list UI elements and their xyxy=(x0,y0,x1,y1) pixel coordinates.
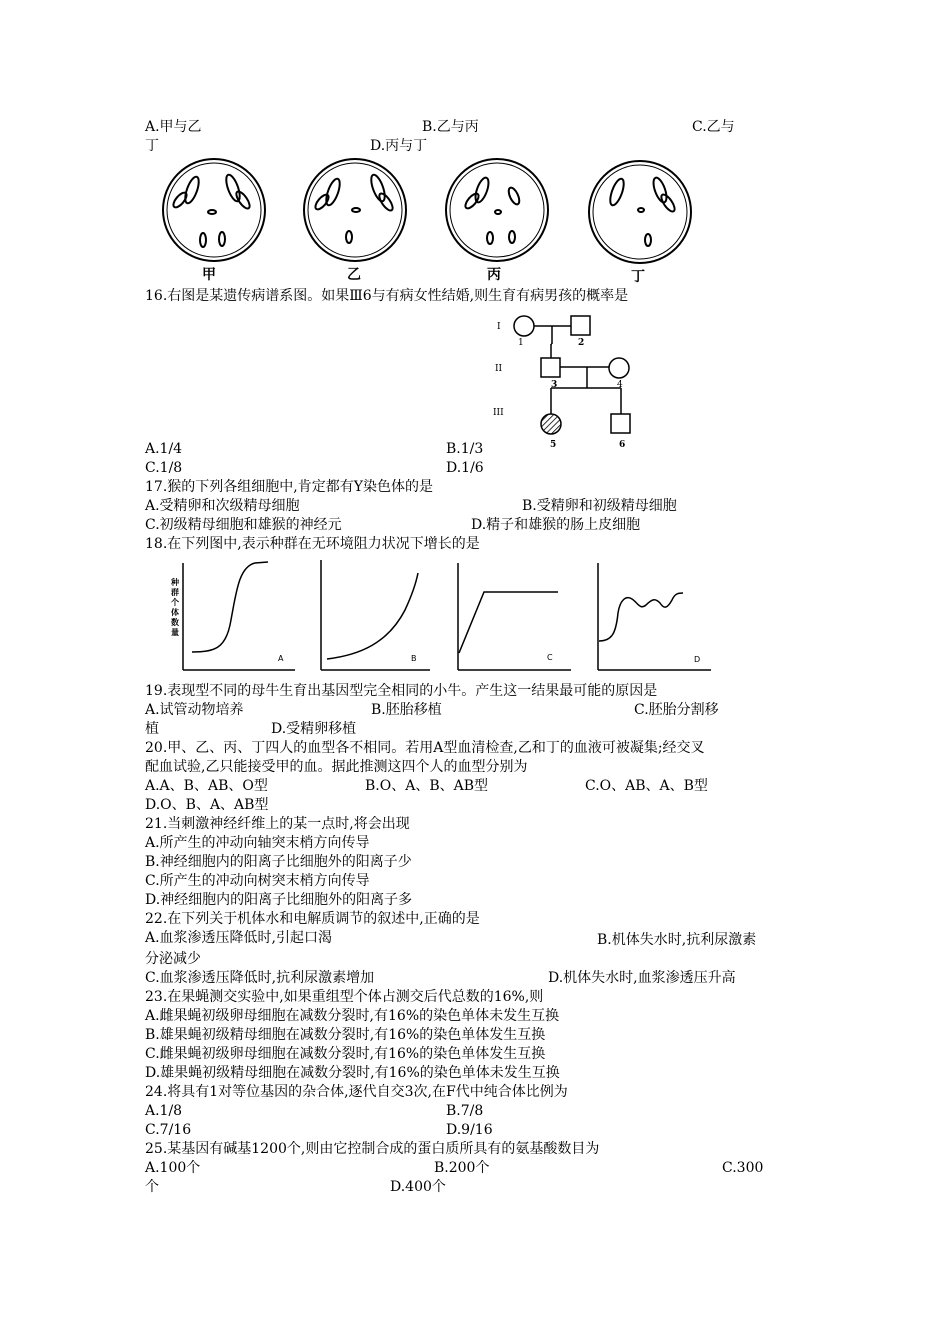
q17-option-a: A.受精卵和次级精母细胞 xyxy=(145,498,300,514)
graph-c xyxy=(458,563,571,670)
cell-ding xyxy=(589,161,691,263)
q18-stem: 18.在下列图中,表示种群在无环境阻力状况下增长的是 xyxy=(145,536,480,552)
cell-label-ding: 丁 xyxy=(631,269,645,285)
q21-stem: 21.当刺激神经纤维上的某一点时,将会出现 xyxy=(145,816,410,832)
q23-option-a: A.雌果蝇初级卵母细胞在减数分裂时,有16%的染色单体未发生互换 xyxy=(145,1008,560,1024)
q20-option-a: A.A、B、AB、O型 xyxy=(145,778,268,794)
q16-option-d: D.1/6 xyxy=(446,460,484,476)
q17-option-d: D.精子和雄猴的肠上皮细胞 xyxy=(471,517,641,533)
q25-option-b: B.200个 xyxy=(434,1160,490,1176)
q20-option-c: C.O、AB、A、B型 xyxy=(585,778,708,794)
pedigree-num-3: 3 xyxy=(551,380,558,390)
q19-option-c: C.胚胎分割移 xyxy=(634,702,719,718)
cell-jia xyxy=(163,159,265,261)
q19-option-b: B.胚胎移植 xyxy=(371,702,442,718)
q20-option-b: B.O、A、B、AB型 xyxy=(365,778,489,794)
q21-option-d: D.神经细胞内的阳离子比细胞外的阳离子多 xyxy=(145,892,413,908)
pedigree-num-6: 6 xyxy=(619,440,626,450)
q19-option-c-cont: 植 xyxy=(145,721,159,737)
pedigree-chart xyxy=(490,308,690,458)
q19-stem: 19.表现型不同的母牛生育出基因型完全相同的小牛。产生这一结果最可能的原因是 xyxy=(145,683,658,699)
q24-option-b: B.7/8 xyxy=(446,1103,484,1119)
q19-option-d: D.受精卵移植 xyxy=(271,721,357,737)
q15-option-c: C.乙与 xyxy=(692,119,735,135)
q22-stem: 22.在下列关于机体水和电解质调节的叙述中,正确的是 xyxy=(145,911,480,927)
graph-c-label: C xyxy=(547,653,553,662)
graph-b-label: B xyxy=(411,654,417,663)
q22-option-b: B.机体失水时,抗利尿激素 xyxy=(597,932,757,948)
graph-a-ylabel-5: 量 xyxy=(171,628,179,637)
q21-option-a: A.所产生的冲动向轴突末梢方向传导 xyxy=(145,835,370,851)
cell-label-jia: 甲 xyxy=(202,267,216,283)
graph-a-ylabel-1: 群 xyxy=(171,588,179,597)
q22-option-a: A.血浆渗透压降低时,引起口渴 xyxy=(145,930,333,946)
graph-a-label: A xyxy=(278,654,284,663)
q15-option-b: B.乙与丙 xyxy=(422,119,479,135)
graph-d xyxy=(598,563,711,670)
q25-option-d: D.400个 xyxy=(390,1179,446,1195)
pedigree-num-2: 2 xyxy=(578,338,585,348)
q24-option-c: C.7/16 xyxy=(145,1122,192,1138)
q22-option-b-cont: 分泌减少 xyxy=(145,951,201,967)
q24-option-d: D.9/16 xyxy=(446,1122,493,1138)
q25-option-c-cont: 个 xyxy=(145,1179,159,1195)
pedigree-gen-1: I xyxy=(497,322,501,332)
pedigree-individual-1 xyxy=(514,316,534,336)
graph-a-ylabel-4: 数 xyxy=(171,618,179,627)
q20-stem-line2: 配血试验,乙只能接受甲的血。据此推测这四个人的血型分别为 xyxy=(145,759,528,775)
pedigree-gen-3: III xyxy=(493,408,504,418)
q21-option-c: C.所产生的冲动向树突末梢方向传导 xyxy=(145,873,370,889)
q22-option-d: D.机体失水时,血浆渗透压升高 xyxy=(548,970,736,986)
q20-stem-line1: 20.甲、乙、丙、丁四人的血型各不相同。若用A型血清检查,乙和丁的血液可被凝集;经交叉 xyxy=(145,740,705,756)
pedigree-individual-2 xyxy=(571,316,590,335)
q24-option-a: A.1/8 xyxy=(145,1103,183,1119)
graph-a-ylabel-3: 体 xyxy=(171,608,179,617)
cell-label-bing: 丙 xyxy=(487,267,501,283)
q19-option-a: A.试管动物培养 xyxy=(145,702,244,718)
pedigree-num-5: 5 xyxy=(550,440,557,450)
q25-option-a: A.100个 xyxy=(145,1160,201,1176)
cell-bing xyxy=(446,159,548,261)
cell-division-figure xyxy=(0,160,949,290)
q24-stem: 24.将具有1对等位基因的杂合体,逐代自交3次,在F代中纯合体比例为 xyxy=(145,1084,568,1100)
q16-stem: 16.右图是某遗传病谱系图。如果Ⅲ6与有病女性结婚,则生育有病男孩的概率是 xyxy=(145,288,629,304)
population-growth-graphs xyxy=(0,555,949,675)
q15-option-d: D.丙与丁 xyxy=(370,138,428,154)
q25-stem: 25.某基因有碱基1200个,则由它控制合成的蛋白质所具有的氨基酸数目为 xyxy=(145,1141,600,1157)
graph-a-ylabel-2: 个 xyxy=(171,598,179,607)
q15-option-c-cont: 丁 xyxy=(145,138,159,154)
q17-stem: 17.猴的下列各组细胞中,肯定都有Y染色体的是 xyxy=(145,479,433,495)
q16-option-c: C.1/8 xyxy=(145,460,183,476)
graph-d-label: D xyxy=(694,655,701,664)
pedigree-num-4: 4 xyxy=(617,380,623,390)
q17-option-b: B.受精卵和初级精母细胞 xyxy=(522,498,677,514)
q16-option-a: A.1/4 xyxy=(145,441,183,457)
pedigree-individual-5 xyxy=(541,414,561,434)
pedigree-individual-6 xyxy=(611,414,630,433)
pedigree-gen-2: II xyxy=(495,364,503,374)
q17-option-c: C.初级精母细胞和雄猴的神经元 xyxy=(145,517,342,533)
graph-a-ylabel-0: 种 xyxy=(171,578,179,587)
q21-option-b: B.神经细胞内的阳离子比细胞外的阳离子少 xyxy=(145,854,412,870)
q23-option-d: D.雄果蝇初级精母细胞在减数分裂时,有16%的染色单体未发生互换 xyxy=(145,1065,560,1081)
q23-stem: 23.在果蝇测交实验中,如果重组型个体占测交后代总数的16%,则 xyxy=(145,989,544,1005)
q16-option-b: B.1/3 xyxy=(446,441,484,457)
cell-label-yi: 乙 xyxy=(347,267,361,283)
q20-option-d: D.O、B、A、AB型 xyxy=(145,797,269,813)
q23-option-b: B.雄果蝇初级精母细胞在减数分裂时,有16%的染色单体发生互换 xyxy=(145,1027,546,1043)
q23-option-c: C.雌果蝇初级卵母细胞在减数分裂时,有16%的染色单体发生互换 xyxy=(145,1046,546,1062)
pedigree-individual-4 xyxy=(609,358,629,378)
q25-option-c: C.300 xyxy=(722,1160,764,1176)
pedigree-num-1: 1 xyxy=(518,338,524,348)
cell-yi xyxy=(304,159,406,261)
q15-option-a: A.甲与乙 xyxy=(145,119,202,135)
q22-option-c: C.血浆渗透压降低时,抗利尿激素增加 xyxy=(145,970,375,986)
pedigree-individual-3 xyxy=(541,358,560,377)
